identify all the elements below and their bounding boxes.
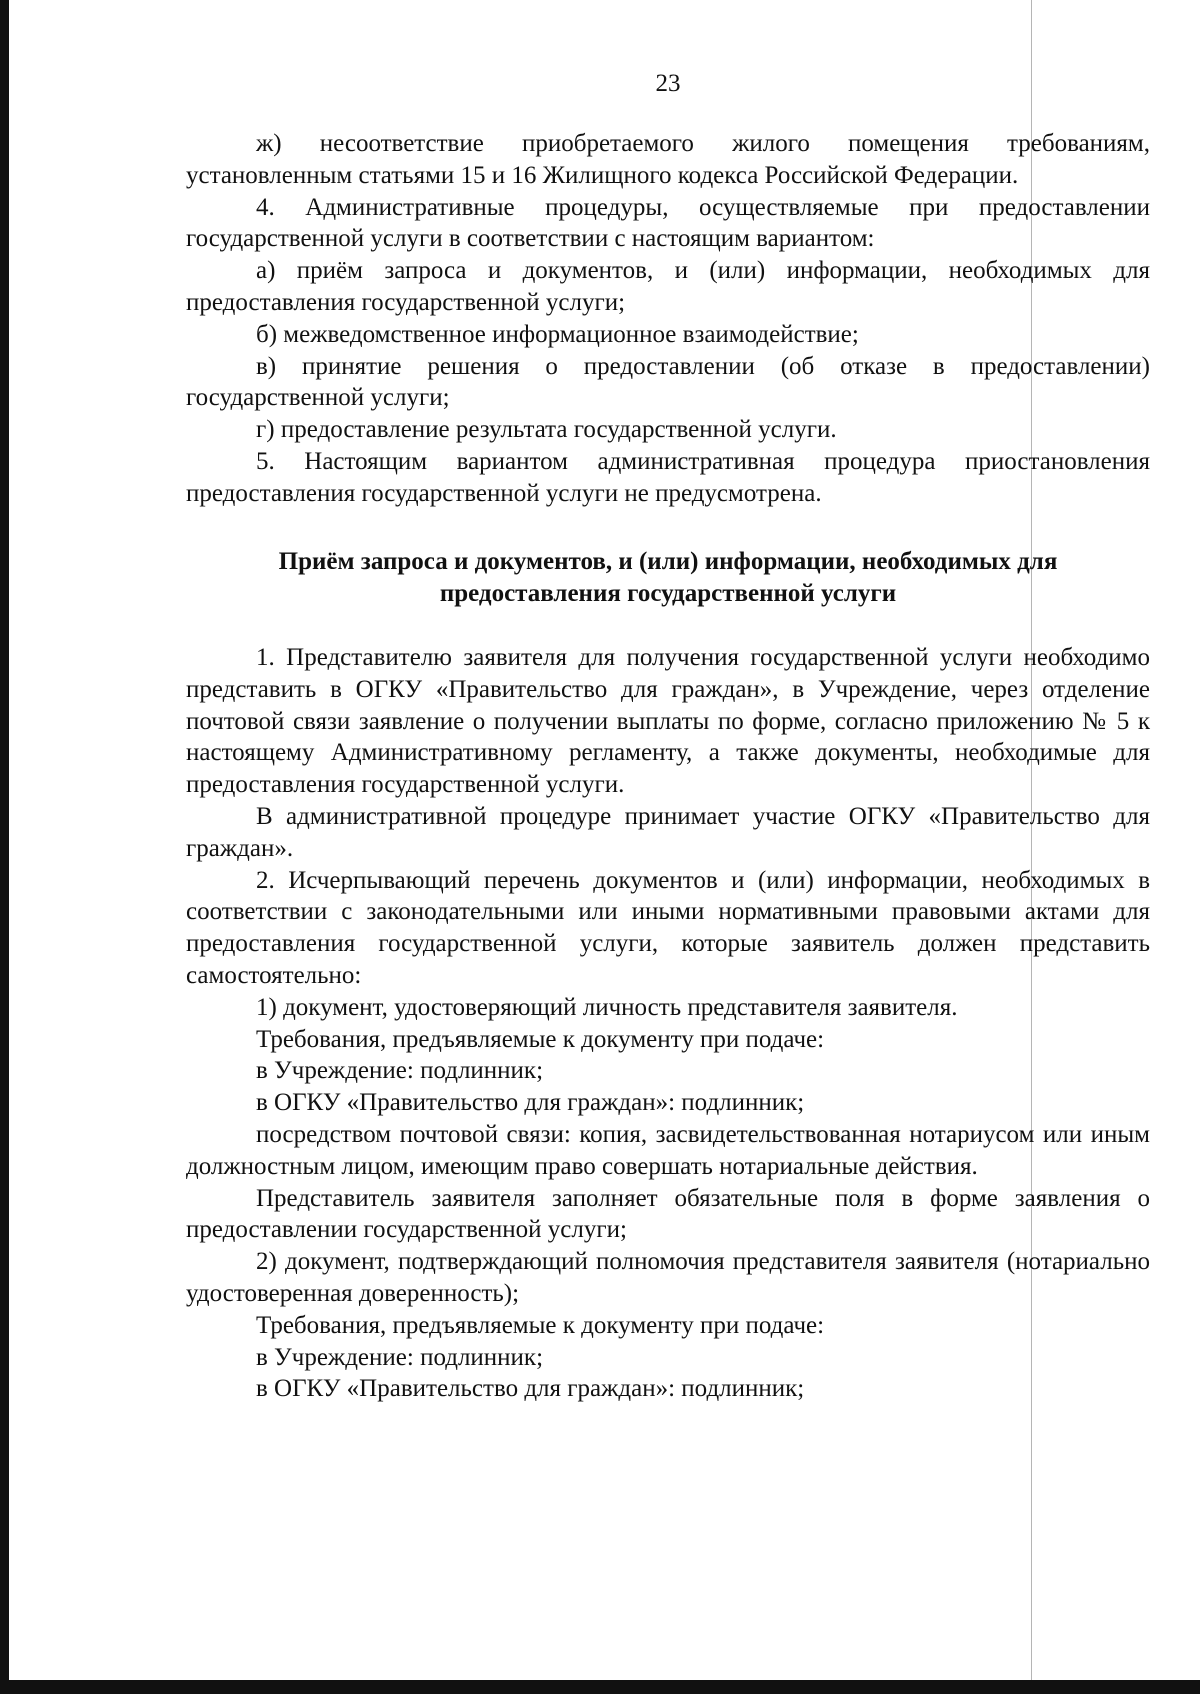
- paragraph: 5. Настоящим вариантом административная процедура приостановления предоставления государственной услуги не предусмотрена.: [186, 447, 1150, 507]
- section-heading-line: предоставления государственной услуги: [439, 580, 897, 607]
- paragraph: в Учреждение: подлинник;: [256, 1343, 544, 1371]
- paragraph: В административной процедуре принимает участие ОГКУ «Правительство для граждан».: [186, 802, 1150, 862]
- paragraph: 1) документ, удостоверяющий личность представителя заявителя.: [256, 993, 958, 1021]
- section-heading: [186, 546, 1150, 610]
- scan-left-border: [0, 0, 9, 1694]
- paragraph: г) предоставление результата государственной услуги.: [256, 416, 837, 444]
- scan-bottom-border: [0, 1680, 1200, 1694]
- paragraph: 2) документ, подтверждающий полномочия представителя заявителя (нотариально удостоверенная доверенность);: [186, 1248, 1150, 1307]
- paragraph: в ОГКУ «Правительство для граждан»: подлинник;: [256, 1375, 805, 1403]
- paragraph: 1. Представителю заявителя для получения государственной услуги необходимо представить в ОГКУ «Правительство для граждан», в Учреждение, через отделение почтовой связи заявление о получении выплаты по форме, согласно приложению № 5 к настоящему Административному регламенту, а также документы, необходимые для предоставления государственной услуги.: [186, 644, 1150, 799]
- paragraph: Представитель заявителя заполняет обязательные поля в форме заявления о предоставлении государственной услуги;: [186, 1184, 1150, 1244]
- paragraph: в) принятие решения о предоставлении (об отказе в предоставлении) государственной услуги;: [186, 352, 1150, 412]
- intro-text: [186, 128, 1150, 510]
- paragraph: посредством почтовой связи: копия, засвидетельствованная нотариусом или иным должностным лицом, имеющим право совершать нотариальные действия.: [186, 1120, 1150, 1180]
- paragraph: 2. Исчерпывающий перечень документов и (или) информации, необходимых в соответствии с законодательными или иными нормативными правовыми актами для предоставления государственной услуги, которые заявитель должен представить самостоятельно:: [186, 866, 1150, 989]
- paragraph: ж) несоответствие приобретаемого жилого помещения требованиям, установленным статьями 15 и 16 Жилищного кодекса Российской Федерации.: [186, 130, 1150, 189]
- page-number: 23: [655, 70, 681, 97]
- paragraph: в ОГКУ «Правительство для граждан»: подлинник;: [256, 1089, 805, 1117]
- paragraph: в Учреждение: подлинник;: [256, 1057, 544, 1085]
- paragraph: 4. Административные процедуры, осуществляемые при предоставлении государственной услуги в соответствии с настоящим вариантом:: [186, 193, 1150, 253]
- section-text: [186, 642, 1150, 1405]
- section-heading-line: Приём запроса и документов, и (или) информации, необходимых для: [278, 548, 1058, 575]
- paragraph: а) приём запроса и документов, и (или) информации, необходимых для предоставления государственной услуги;: [186, 257, 1150, 316]
- paragraph: б) межведомственное информационное взаимодействие;: [256, 320, 859, 348]
- paragraph: Требования, предъявляемые к документу при подаче:: [256, 1311, 825, 1339]
- paragraph: Требования, предъявляемые к документу при подаче:: [256, 1025, 825, 1053]
